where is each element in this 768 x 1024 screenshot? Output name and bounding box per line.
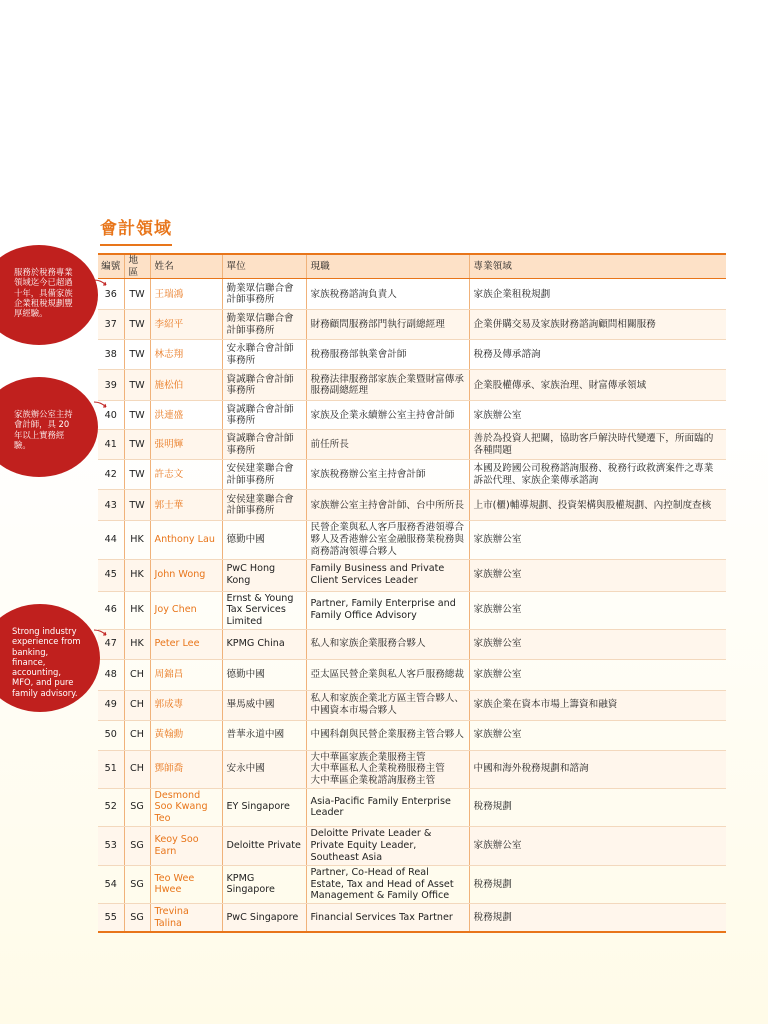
region-cell: HK — [124, 521, 150, 559]
region-cell: CH — [124, 750, 150, 788]
position-cell: 稅務服務部執業會計師 — [306, 340, 469, 370]
name-cell: Keoy Soo Earn — [150, 826, 222, 865]
position-cell: 私人和家族企業北方區主管合夥人、中國資本市場合夥人 — [306, 690, 469, 720]
org-cell: EY Singapore — [222, 788, 306, 826]
position-cell: 中國科創與民營企業服務主管合夥人 — [306, 720, 469, 750]
region-cell: TW — [124, 490, 150, 521]
table-row — [98, 279, 726, 310]
name-cell: Trevina Talina — [150, 903, 222, 932]
region-cell: SG — [124, 903, 150, 932]
position-cell: 家族及企業永續辦公室主持會計師 — [306, 401, 469, 430]
expertise-cell: 家族辦公室 — [469, 720, 726, 750]
name-cell: 郭士華 — [150, 490, 222, 521]
annotation-text: 家族辦公室主持會計師，具 20年以上實務經驗。 — [14, 409, 73, 450]
header-name: 姓名 — [150, 254, 222, 279]
header-region: 地區 — [124, 254, 150, 279]
expertise-cell: 本國及跨國公司稅務諮詢服務、稅務行政救濟案件之專業訴訟代理、家族企業傳承諮詢 — [469, 460, 726, 490]
table-row — [98, 591, 726, 629]
name-cell: 鄧師喬 — [150, 750, 222, 788]
name-cell: 黃翰勳 — [150, 720, 222, 750]
annotation-arrow-icon — [94, 278, 108, 288]
org-cell: 資誠聯合會計師事務所 — [222, 401, 306, 430]
expertise-cell: 家族企業在資本市場上籌資和融資 — [469, 690, 726, 720]
table-row — [98, 659, 726, 690]
name-cell: 張明輝 — [150, 430, 222, 460]
annotation-text: Strong industry experience from banking, finance, accounting, MFO, and pure family advisory. — [12, 626, 81, 698]
org-cell: 安永中國 — [222, 750, 306, 788]
expertise-cell: 家族辦公室 — [469, 826, 726, 865]
table-row — [98, 720, 726, 750]
region-cell: TW — [124, 430, 150, 460]
section-title: 會計領域 — [100, 214, 172, 246]
table-row — [98, 340, 726, 370]
name-cell: 李紹平 — [150, 310, 222, 340]
table-row — [98, 690, 726, 720]
row-number: 37 — [98, 310, 124, 340]
name-cell: 林志翔 — [150, 340, 222, 370]
row-number: 54 — [98, 865, 124, 903]
expertise-cell: 善於為投資人把關，協助客戶解決時代變遷下，所面臨的各種問題 — [469, 430, 726, 460]
region-cell: TW — [124, 340, 150, 370]
position-cell: Asia-Pacific Family Enterprise Leader — [306, 788, 469, 826]
org-cell: 畢馬威中國 — [222, 690, 306, 720]
table-row — [98, 310, 726, 340]
table-row — [98, 750, 726, 788]
row-number: 49 — [98, 690, 124, 720]
row-number: 39 — [98, 370, 124, 401]
org-cell: 勤業眾信聯合會計師事務所 — [222, 310, 306, 340]
expertise-cell: 家族辦公室 — [469, 521, 726, 559]
annotation-arrow-icon — [94, 400, 108, 410]
row-number: 48 — [98, 659, 124, 690]
region-cell: HK — [124, 629, 150, 659]
position-cell: 家族稅務諮詢負責人 — [306, 279, 469, 310]
org-cell: 德勤中國 — [222, 659, 306, 690]
row-number: 44 — [98, 521, 124, 559]
org-cell: KPMG China — [222, 629, 306, 659]
table-row — [98, 788, 726, 826]
row-number: 42 — [98, 460, 124, 490]
name-cell: 許志文 — [150, 460, 222, 490]
position-cell: Family Business and Private Client Services Leader — [306, 559, 469, 591]
expertise-cell: 家族辦公室 — [469, 401, 726, 430]
region-cell: HK — [124, 559, 150, 591]
org-cell: 勤業眾信聯合會計師事務所 — [222, 279, 306, 310]
row-number: 36 — [98, 279, 124, 310]
row-number: 47 — [98, 629, 124, 659]
expertise-cell: 企業股權傳承、家族治理、財富傳承領域 — [469, 370, 726, 401]
org-cell: 普華永道中國 — [222, 720, 306, 750]
position-cell: 亞太區民營企業與私人客戶服務總裁 — [306, 659, 469, 690]
expertise-cell: 企業併購交易及家族財務諮詢顧問相關服務 — [469, 310, 726, 340]
region-cell: TW — [124, 310, 150, 340]
table-row — [98, 490, 726, 521]
annotation-text: 服務於稅務專業領域迄今已超過十年，具備家族企業租稅規劃豐厚經驗。 — [14, 267, 73, 318]
row-number: 51 — [98, 750, 124, 788]
table-row — [98, 430, 726, 460]
org-cell: 資誠聯合會計師事務所 — [222, 370, 306, 401]
table-row — [98, 865, 726, 903]
name-cell: Desmond Soo Kwang Teo — [150, 788, 222, 826]
name-cell: 王瑞鴻 — [150, 279, 222, 310]
org-cell: PwC Hong Kong — [222, 559, 306, 591]
position-cell: 民營企業與私人客戶服務香港領導合夥人及香港辦公室金融服務業稅務與商務諮詢領導合夥人 — [306, 521, 469, 559]
row-number: 41 — [98, 430, 124, 460]
table-row — [98, 826, 726, 865]
region-cell: CH — [124, 659, 150, 690]
table-row — [98, 521, 726, 559]
row-number: 53 — [98, 826, 124, 865]
name-cell: Peter Lee — [150, 629, 222, 659]
name-cell: 郭成專 — [150, 690, 222, 720]
expertise-cell: 家族辦公室 — [469, 591, 726, 629]
position-cell: Deloitte Private Leader & Private Equity Leader, Southeast Asia — [306, 826, 469, 865]
region-cell: TW — [124, 370, 150, 401]
row-number: 46 — [98, 591, 124, 629]
table-row — [98, 460, 726, 490]
expertise-cell: 中國和海外稅務規劃和諮詢 — [469, 750, 726, 788]
annotation-bubble-experience — [0, 604, 100, 712]
position-cell: 大中華區家族企業服務主管 大中華區私人企業稅務服務主管 大中華區企業稅諮詢服務主管 — [306, 750, 469, 788]
name-cell: Teo Wee Hwee — [150, 865, 222, 903]
position-cell: Partner, Co-Head of Real Estate, Tax and Head of Asset Management & Family Office — [306, 865, 469, 903]
org-cell: 安侯建業聯合會計師事務所 — [222, 460, 306, 490]
org-cell: 安侯建業聯合會計師事務所 — [222, 490, 306, 521]
table-row — [98, 559, 726, 591]
annotation-bubble-tax — [0, 245, 98, 345]
row-number: 38 — [98, 340, 124, 370]
annotation-arrow-icon — [94, 628, 108, 638]
region-cell: SG — [124, 788, 150, 826]
row-number: 45 — [98, 559, 124, 591]
expertise-cell: 家族企業租稅規劃 — [469, 279, 726, 310]
region-cell: CH — [124, 720, 150, 750]
position-cell: 稅務法律服務部家族企業暨財富傳承服務副總經理 — [306, 370, 469, 401]
header-expertise: 專業領域 — [469, 254, 726, 279]
row-number: 55 — [98, 903, 124, 932]
header-org: 單位 — [222, 254, 306, 279]
position-cell: 前任所長 — [306, 430, 469, 460]
expertise-cell: 上市(櫃)輔導規劃、投資架構與股權規劃、內控制度查核 — [469, 490, 726, 521]
name-cell: 周錦昌 — [150, 659, 222, 690]
name-cell: John Wong — [150, 559, 222, 591]
position-cell: Financial Services Tax Partner — [306, 903, 469, 932]
table-header-row — [98, 254, 726, 279]
position-cell: Partner, Family Enterprise and Family Office Advisory — [306, 591, 469, 629]
org-cell: Ernst & Young Tax Services Limited — [222, 591, 306, 629]
expertise-cell: 家族辦公室 — [469, 659, 726, 690]
org-cell: 德勤中國 — [222, 521, 306, 559]
region-cell: SG — [124, 865, 150, 903]
table-row — [98, 370, 726, 401]
org-cell: Deloitte Private — [222, 826, 306, 865]
header-no: 編號 — [98, 254, 124, 279]
expertise-cell: 家族辦公室 — [469, 629, 726, 659]
advisor-table — [98, 253, 726, 933]
org-cell: 安永聯合會計師事務所 — [222, 340, 306, 370]
expertise-cell: 稅務規劃 — [469, 903, 726, 932]
position-cell: 財務顧問服務部門執行副總經理 — [306, 310, 469, 340]
position-cell: 家族辦公室主持會計師、台中所所長 — [306, 490, 469, 521]
region-cell: TW — [124, 460, 150, 490]
expertise-cell: 家族辦公室 — [469, 559, 726, 591]
name-cell: Anthony Lau — [150, 521, 222, 559]
name-cell: 洪連盛 — [150, 401, 222, 430]
region-cell: HK — [124, 591, 150, 629]
row-number: 40 — [98, 401, 124, 430]
annotation-bubble-office — [0, 377, 98, 477]
position-cell: 家族稅務辦公室主持會計師 — [306, 460, 469, 490]
table-row — [98, 629, 726, 659]
region-cell: SG — [124, 826, 150, 865]
region-cell: CH — [124, 690, 150, 720]
org-cell: 資誠聯合會計師事務所 — [222, 430, 306, 460]
table-row — [98, 903, 726, 932]
row-number: 43 — [98, 490, 124, 521]
expertise-cell: 稅務規劃 — [469, 788, 726, 826]
position-cell: 私人和家族企業服務合夥人 — [306, 629, 469, 659]
name-cell: 施松伯 — [150, 370, 222, 401]
expertise-cell: 稅務規劃 — [469, 865, 726, 903]
row-number: 50 — [98, 720, 124, 750]
org-cell: PwC Singapore — [222, 903, 306, 932]
table-body — [98, 279, 726, 933]
region-cell: TW — [124, 279, 150, 310]
org-cell: KPMG Singapore — [222, 865, 306, 903]
region-cell: TW — [124, 401, 150, 430]
name-cell: Joy Chen — [150, 591, 222, 629]
header-position: 現職 — [306, 254, 469, 279]
expertise-cell: 稅務及傳承諮詢 — [469, 340, 726, 370]
table-row — [98, 401, 726, 430]
row-number: 52 — [98, 788, 124, 826]
